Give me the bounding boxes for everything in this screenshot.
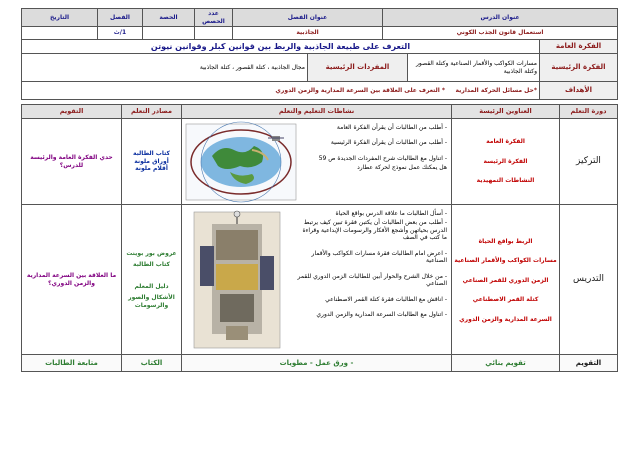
cycle-table [21, 104, 618, 372]
teach-activity-5: - اناقش مع الطالبات فقرة كتلة القمر الاصطناعي [325, 295, 447, 303]
footer-activities: - ورق عمل - مطويات [182, 355, 452, 372]
focus-heading-1: الفكرة العامة [486, 138, 525, 146]
head-cycle: دورة التعلم [560, 105, 618, 119]
col-sessions: عدد الحصص [195, 9, 233, 27]
focus-resource-3: أقلام ملونة [135, 165, 168, 173]
teach-heading-4: كتلة القمر الاصطناعي [472, 296, 539, 304]
head-evaluation: التقويم [22, 105, 122, 119]
footer-evaluation-type: تقويم بنائي [452, 355, 560, 372]
footer-resources: الكتاب [122, 355, 182, 372]
teach-heading-2: مسارات الكواكب والأقمار الصناعية [454, 257, 557, 265]
general-idea-label: الفكرة العامة [540, 40, 618, 54]
satellite-photo-icon [182, 206, 292, 354]
header-values-row [22, 27, 618, 40]
vocab: مجال الجاذبية ، كتلة القصور ، كتلة الجاذبية [21, 54, 307, 82]
col-date: التاريخ [22, 9, 98, 27]
goal-1: *حل مسائل الحركة المدارية [455, 86, 537, 94]
teach-row [22, 205, 618, 355]
col-class: الفصل [98, 9, 143, 27]
main-idea-label: الفكرة الرئيسية [540, 54, 618, 82]
col-lesson-title: عنوان الدرس [383, 9, 618, 27]
teach-resource-1: عروض بور بوينت [126, 249, 177, 257]
general-idea: التعرف على طبيعة الجاذبية والربط بين قوانين كبلر وقوانين نيوتن [21, 40, 539, 54]
general-idea-row [21, 40, 617, 54]
teach-activity-2: - أطلب من بعض الطالبات أن يكتبن فقرة تبين كيف يرتبط الدرس بحياتهن وأشجع الأفكار والرسومات الإبداعية وقراءة ما كتب في الصف [302, 219, 447, 241]
focus-activity-3: - اتناول مع الطالبات شرح المفردات الجديدة ص 59 [318, 154, 447, 162]
head-activities: نشاطات التعليم والتعلم [182, 105, 452, 119]
col-period: الحصة [143, 9, 195, 27]
focus-activity-1: - أطلب من الطالبات أن يقرأن الفكرة العامة [336, 123, 447, 131]
main-idea-row [21, 54, 617, 82]
teach-stage: التدريس [560, 205, 618, 355]
teach-activity-3: - اعرض امام الطالبات فقرة مسارات الكواكب والأقمار الصناعية [311, 249, 447, 264]
teach-resource-3: دليل المعلم [134, 282, 169, 290]
teach-activity-4: - من خلال الشرح والحوار أبين للطالبات الزمن الدوري للقمر الصناعي [297, 272, 447, 287]
ideas-table [21, 39, 618, 100]
focus-resource-1: كتاب الطالبة [132, 150, 171, 158]
chapter-title: الجاذبية [233, 27, 383, 40]
header-table [21, 8, 618, 40]
focus-stage: التركيز [560, 119, 618, 205]
teach-activity-1: - أسأل الطالبات ما علاقة الدرس بواقع الحياة [335, 209, 447, 217]
focus-resource-2: أوراق ملونة [134, 157, 169, 165]
lesson-title: استعمال قانون الجذب الكوني [383, 27, 618, 40]
class-value: 1/ث [98, 27, 143, 40]
focus-row [22, 119, 618, 205]
goal-2: * التعرف على العلاقة بين السرعة المدارية والزمن الدوري [275, 86, 446, 94]
teach-heading-5: السرعة المدارية والزمن الدوري [459, 315, 552, 323]
focus-heading-2: الفكرة الرئيسة [483, 157, 528, 165]
teach-resource-2: كتاب الطالبة [132, 261, 171, 269]
vocab-label: المفردات الرئيسية [308, 54, 408, 82]
main-idea: مسارات الكواكب والأقمار الصناعية وكتلة القصور وكتلة الجاذبية [408, 54, 540, 82]
col-chapter-title: عنوان الفصل [233, 9, 383, 27]
teach-heading-1: الربط بواقع الحياة [478, 237, 533, 245]
focus-heading-3: النشاطات التمهيدية [476, 177, 535, 185]
focus-activity-4: هل يمكنك عمل نموذج لحركة عطارد [357, 164, 447, 171]
lesson-plan [22, 8, 618, 446]
footer-stage: التقويم [560, 355, 618, 372]
focus-evaluation: حدي الفكرة العامة والرئيسة للدرس؟ [22, 119, 122, 205]
goals-label: الأهداف [540, 82, 618, 100]
earth-orbit-icon [182, 120, 300, 204]
goals-row [21, 82, 617, 100]
teach-activity-6: - اتناول مع الطالبات السرعة المدارية والزمن الدوري [316, 311, 447, 318]
teach-resource-4: الأشكال والصور والرسومات [128, 294, 175, 309]
focus-activity-2: - أطلب من الطالبات أن يقرأن الفكرة الرئيسية [330, 139, 447, 146]
header-labels-row [22, 9, 618, 27]
footer-row [22, 355, 618, 372]
head-resources: مصادر التعلم [122, 105, 182, 119]
cycle-header-row [22, 105, 618, 119]
footer-followup: متابعة الطالبات [22, 355, 122, 372]
teach-heading-3: الزمن الدوري للقمر الصناعي [462, 276, 549, 284]
teach-evaluation: ما العلاقة بين السرعة المدارية والزمن الدوري؟ [22, 205, 122, 355]
head-headings: العناوين الرئيسة [452, 105, 560, 119]
